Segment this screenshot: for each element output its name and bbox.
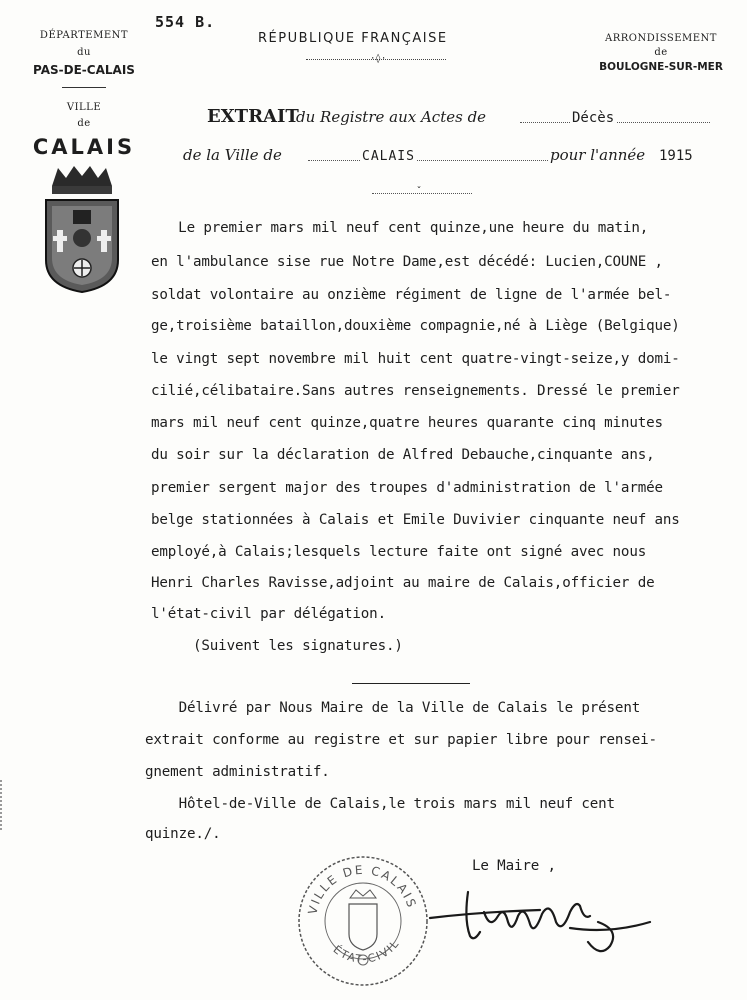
- acte-type: Décès: [572, 110, 615, 126]
- title-extrait: EXTRAIT: [207, 106, 299, 127]
- body-line-4: ge,troisième bataillon,douxième compagnie,né à Liège (Belgique): [151, 318, 680, 334]
- departement-name: PAS-DE-CALAIS: [33, 63, 135, 77]
- official-stamp-icon: [294, 852, 432, 990]
- departement-label: DÉPARTEMENT: [39, 30, 129, 41]
- margin-mark: [0, 780, 6, 830]
- republique-ornament-mark: ·◊·: [370, 54, 387, 64]
- ville-label: VILLE: [66, 102, 102, 113]
- section-divider: [352, 683, 470, 684]
- body-line-10: belge stationnées à Calais et Emile Duvivier cinquante neuf ans: [151, 512, 680, 528]
- body-line-9: premier sergent major des troupes d'administration de l'armée: [151, 480, 663, 496]
- svg-text:ÉTAT-CIVIL: [331, 937, 403, 966]
- title-ville-name: CALAIS: [362, 149, 415, 164]
- closing-line-2: quinze./.: [145, 826, 221, 842]
- body-line-13: l'état-civil par délégation.: [151, 606, 386, 622]
- title-annee-prefix: pour l'année: [550, 146, 646, 164]
- delivery-line-1: Délivré par Nous Maire de la Ville de Calais le présent: [145, 700, 641, 716]
- body-line-3: soldat volontaire au onzième régiment de ligne de l'armée bel-: [151, 287, 672, 303]
- title-registre: du Registre aux Actes de: [296, 108, 487, 126]
- body-line-1: Le premier mars mil neuf cent quinze,une heure du matin,: [153, 220, 649, 236]
- republique-francaise: RÉPUBLIQUE FRANÇAISE: [258, 31, 448, 46]
- body-line-5: le vingt sept novembre mil huit cent quatre-vingt-seize,y domi-: [151, 351, 680, 367]
- signature-le-maire: Le Maire ,: [472, 858, 556, 874]
- body-line-7: mars mil neuf cent quinze,quatre heures quarante cinq minutes: [151, 415, 663, 431]
- stamp-top-text: VILLE DE CALAIS: [305, 862, 420, 916]
- body-line-6: cilié,célibataire.Sans autres renseignements. Dressé le premier: [151, 383, 680, 399]
- reference-number: 554 B.: [155, 13, 216, 31]
- handwritten-signature-icon: [420, 872, 660, 962]
- delivery-line-3: gnement administratif.: [145, 764, 330, 780]
- coat-of-arms-icon: [40, 164, 124, 294]
- ville-name: CALAIS: [32, 135, 136, 159]
- delivery-line-2: extrait conforme au registre et sur papier libre pour rensei-: [145, 732, 657, 748]
- departement-du: du: [77, 47, 91, 58]
- signatures-note: (Suivent les signatures.): [193, 638, 403, 654]
- body-line-2: en l'ambulance sise rue Notre Dame,est décédé: Lucien,COUNE ,: [151, 254, 663, 270]
- body-line-8: du soir sur la déclaration de Alfred Debauche,cinquante ans,: [151, 447, 655, 463]
- body-line-11: employé,à Calais;lesquels lecture faite ont signé avec nous: [151, 544, 647, 560]
- closing-line-1: Hôtel-de-Ville de Calais,le trois mars mil neuf cent: [145, 796, 615, 812]
- title-annee: 1915: [659, 148, 693, 164]
- arrondissement-name: BOULOGNE-SUR-MER: [599, 61, 723, 73]
- body-line-12: Henri Charles Ravisse,adjoint au maire de Calais,officier de: [151, 575, 655, 591]
- stamp-bottom-text: ÉTAT-CIVIL: [330, 936, 403, 966]
- title-ville-prefix: de la Ville de: [183, 146, 282, 164]
- divider-left: [62, 87, 106, 88]
- title-dotline-2: [308, 160, 548, 161]
- ville-de: de: [77, 118, 91, 129]
- arrondissement-label: ARRONDISSEMENT: [605, 33, 717, 44]
- arrondissement-de: de: [654, 47, 668, 58]
- title-separator-mark: ˇ: [416, 186, 423, 197]
